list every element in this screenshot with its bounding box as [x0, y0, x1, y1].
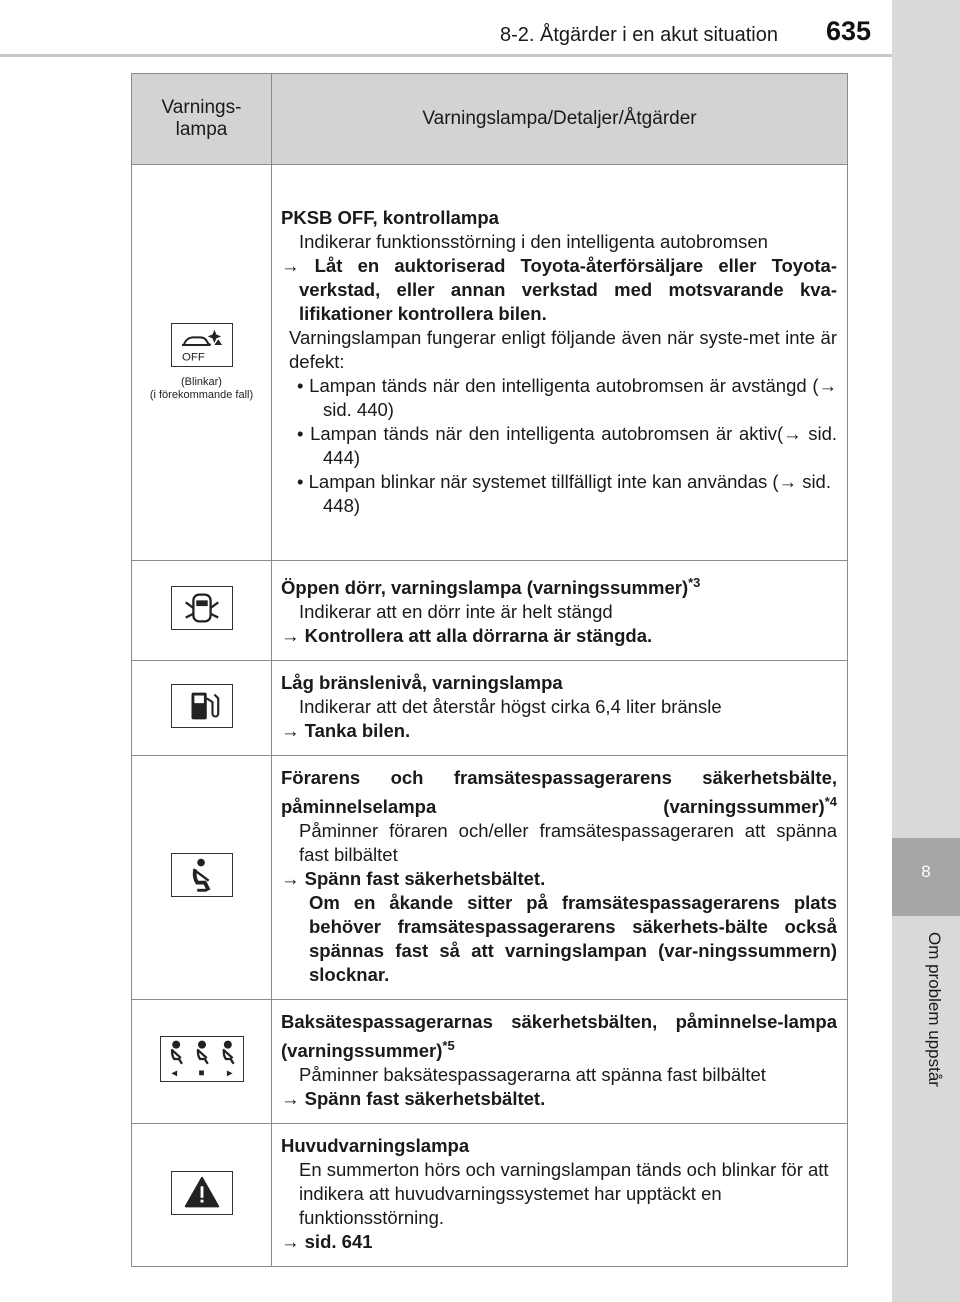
- icon-cell: [132, 1000, 272, 1124]
- row-title: [281, 766, 837, 819]
- row-description: Indikerar att det återstår högst cirka 6,4 liter bränsle: [299, 696, 722, 718]
- row-action: → sid. 641: [281, 1231, 373, 1253]
- row-subnote: Om en åkande sitter på framsätespassagerarens plats behöver framsätespassagerarens säkerhets-bälte också spännas fast så att varningslampan (var-ningssummern) slocknar.: [309, 892, 837, 986]
- table-row: [132, 165, 848, 561]
- table-header-row: [132, 74, 848, 165]
- table-row: [132, 661, 848, 756]
- chapter-number: 8: [921, 862, 931, 881]
- row-description: En summerton hörs och varningslampan tänds och blinkar för att indikera att huvudvarningssystemet har upptäckt en funktionsstörning.: [299, 1159, 829, 1229]
- header-divider: [0, 54, 892, 57]
- row-description: Indikerar funktionsstörning i den intelligenta autobromsen: [299, 230, 768, 252]
- row-title: [281, 571, 837, 600]
- footnote-ref: *5: [442, 1038, 455, 1054]
- chapter-label: Om problem uppstår: [925, 932, 944, 1087]
- table-row: [132, 561, 848, 661]
- pksb-off-text: OFF: [181, 351, 205, 364]
- row-description: Indikerar att en dörr inte är helt stängd: [299, 601, 613, 623]
- row-title: [281, 1010, 837, 1063]
- chapter-side-tab: [892, 0, 960, 1302]
- row-bullet: • Lampan tänds när den intelligenta autobromsen är aktiv(→ sid. 444): [297, 422, 837, 468]
- table-row: [132, 1124, 848, 1267]
- icon-note-blink: (Blinkar): [181, 376, 222, 388]
- row-title: Huvudvarningslampa: [281, 1135, 470, 1157]
- icon-cell: [132, 561, 272, 661]
- rear-seatbelts-icon: [160, 1036, 244, 1082]
- row-description: Påminner baksätespassagerarna att spänna fast bilbältet: [299, 1064, 766, 1086]
- warning-lamp-table: [131, 73, 848, 1267]
- icon-cell: [132, 756, 272, 1000]
- footnote-ref: *4: [824, 794, 837, 810]
- row-title: Låg bränslenivå, varningslampa: [281, 672, 563, 694]
- table-row: [132, 1000, 848, 1124]
- open-door-icon: [171, 586, 233, 630]
- page-number: 635: [826, 16, 872, 46]
- fuel-pump-icon: [171, 684, 233, 728]
- seatbelt-icon: [171, 853, 233, 897]
- row-action: → Spänn fast säkerhetsbältet.: [281, 1088, 546, 1110]
- icon-cell: [132, 1124, 272, 1267]
- section-title: 8-2. Åtgärder i en akut situation: [500, 24, 778, 46]
- footnote-ref: *3: [688, 575, 701, 590]
- row-title-text: Baksätespassagerarnas säkerhetsbälten, påminnelse-lampa (varningssummer): [281, 1011, 837, 1062]
- pksb-off-icon: [171, 323, 233, 367]
- row-action: → Spänn fast säkerhetsbältet.: [281, 868, 546, 890]
- row-title-text: Öppen dörr, varningslampa (varningssummer): [281, 577, 689, 599]
- text-cell: [272, 165, 848, 561]
- icon-cell: [132, 165, 272, 561]
- text-cell: [272, 661, 848, 756]
- master-warning-icon: [171, 1171, 233, 1215]
- icon-note-if-applicable: (i förekommande fall): [149, 389, 254, 401]
- row-action: → Kontrollera att alla dörrarna är stängda.: [281, 625, 653, 647]
- text-cell: [272, 1000, 848, 1124]
- row-action: → Tanka bilen.: [281, 720, 411, 742]
- row-title: PKSB OFF, kontrollampa: [281, 206, 499, 228]
- table-row: [132, 756, 848, 1000]
- row-bullet: • Lampan blinkar när systemet tillfälligt inte kan användas (→ sid. 448): [297, 470, 831, 516]
- text-cell: [272, 756, 848, 1000]
- col-header-details: Varningslampa/Detaljer/Åtgärder: [272, 74, 848, 165]
- row-bullet: • Lampan tänds när den intelligenta autobromsen är avstängd (→ sid. 440): [297, 374, 837, 420]
- text-cell: [272, 561, 848, 661]
- row-body: Varningslampan fungerar enligt följande även när syste-met inte är defekt:: [289, 326, 837, 372]
- col-header-lamp: Varnings- lampa: [132, 74, 272, 165]
- row-title-text: Förarens och framsätespassagerarens säkerhetsbälte, påminnelselampa (varningssummer): [281, 767, 837, 818]
- icon-cell: [132, 661, 272, 756]
- text-cell: [272, 1124, 848, 1267]
- row-action: → Låt en auktoriserad Toyota-återförsäljare eller Toyota-verkstad, eller annan verkstad med motsvarande kva-lifikationer kontrollera bilen.: [281, 254, 837, 324]
- row-description: Påminner föraren och/eller framsätespassageraren att spänna fast bilbältet: [299, 820, 837, 866]
